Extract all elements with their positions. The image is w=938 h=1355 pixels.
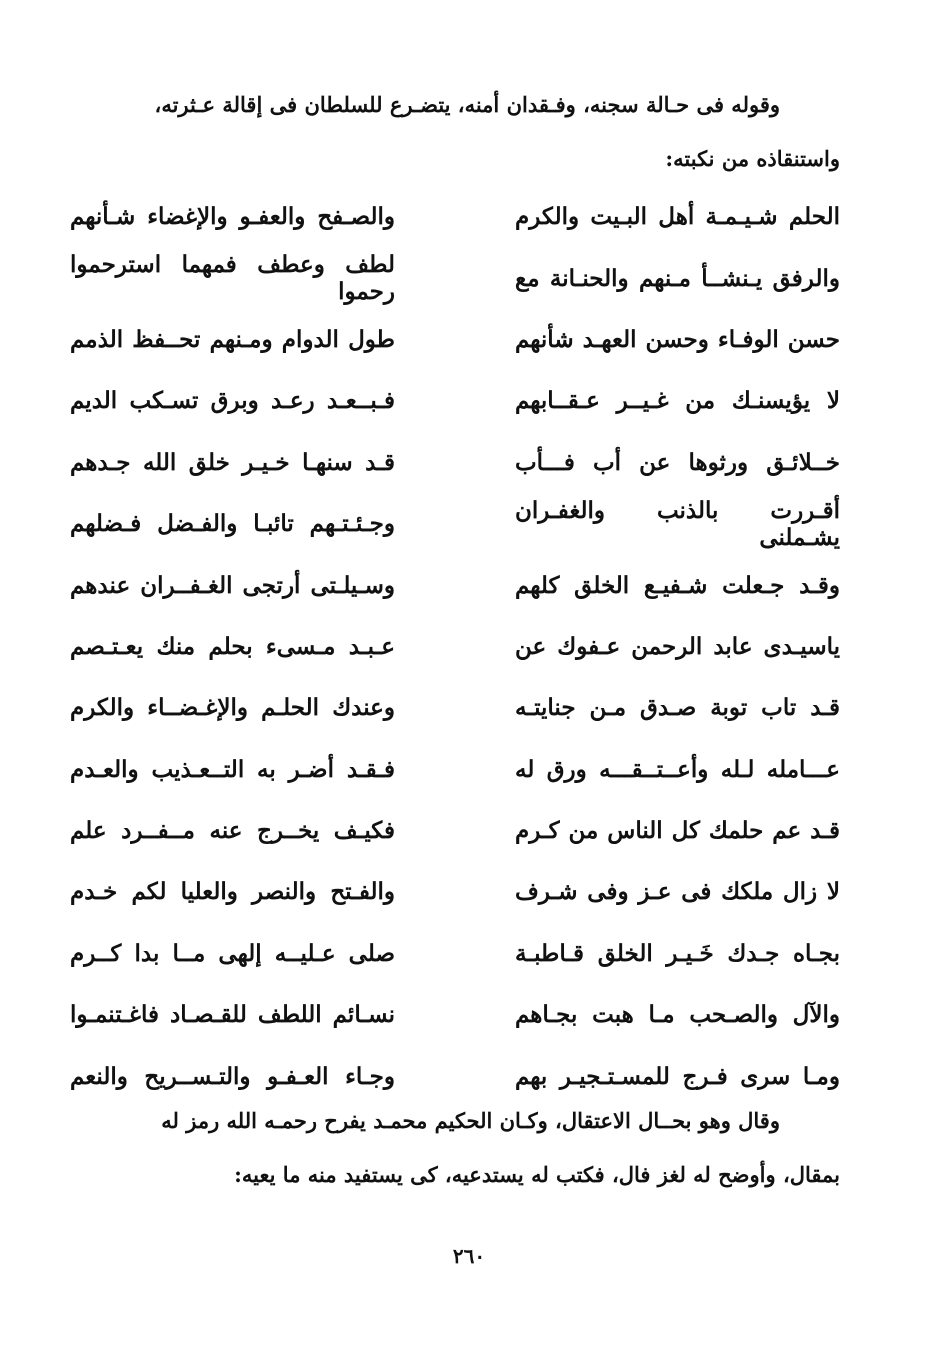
verse-second-hemistich: فكيـف يخــرج عنه مــفــرد علم bbox=[70, 817, 395, 845]
verse bbox=[70, 800, 840, 861]
verse-second-hemistich: وعندك الحلـم والإغـضــاء والكرم bbox=[70, 694, 395, 722]
verse-second-hemistich: وسـيلـتى أرتجى الغـفــران عندهم bbox=[70, 571, 395, 599]
verse bbox=[70, 677, 840, 738]
verse-first-hemistich: لا يؤيسنـك من غـيــر عـقــابهم bbox=[515, 387, 840, 415]
intro-paragraph bbox=[70, 78, 840, 186]
verse-second-hemistich: فـبــعـد رعـد وبرق تسـكب الديم bbox=[70, 387, 395, 415]
verse bbox=[70, 861, 840, 922]
verse-first-hemistich: قـد تاب توبة صـدق مـن جنايتـه bbox=[515, 694, 840, 722]
verse-second-hemistich: صلى عـليــه إلهى مــا بدا كــرم bbox=[70, 939, 395, 967]
verse-second-hemistich: وجـئـتـهم تائبـا والفـضل فـضلهم bbox=[70, 510, 395, 538]
verse bbox=[70, 616, 840, 677]
verse-first-hemistich: والآل والصـحب مـا هبت بجـاهم bbox=[515, 1001, 840, 1029]
verse bbox=[70, 739, 840, 800]
verse-second-hemistich: فـقـد أضـر به التــعـذيب والعـدم bbox=[70, 755, 395, 783]
outro-line-1: وقال وهو بحــال الاعتقال، وكـان الحكيم محمـد يفرح رحمـه الله رمز له bbox=[161, 1108, 780, 1133]
verse bbox=[70, 247, 840, 308]
verse-first-hemistich: ياسيـدى عابد الرحمن عـفوك عن bbox=[515, 632, 840, 660]
verse-second-hemistich: طول الدوام ومـنهم تحــفظ الذمم bbox=[70, 325, 395, 353]
verse-first-hemistich: والرفق يـنشــأ مـنهم والحنـانة مع bbox=[515, 264, 840, 292]
verse-first-hemistich: قـد عم حلمك كل الناس من كـرم bbox=[515, 817, 840, 845]
verse-first-hemistich: لا زال ملكك فى عـز وفى شـرف bbox=[515, 878, 840, 906]
verse-first-hemistich: حسن الوفـاء وحسن العهـد شأنهم bbox=[515, 325, 840, 353]
page-number: ٢٦٠ bbox=[452, 1244, 486, 1268]
verse-second-hemistich: وجـاء العـفـو والتـســريح والنعم bbox=[70, 1062, 395, 1090]
verse bbox=[70, 493, 840, 554]
verse-first-hemistich: الحلم شـيـمـة أهل البـيت والكرم bbox=[515, 203, 840, 231]
verse bbox=[70, 432, 840, 493]
poem bbox=[70, 186, 840, 1107]
verse-first-hemistich: بجـاه جـدك خَـيـر الخلق قـاطبـة bbox=[515, 939, 840, 967]
outro-line-2: بمقال، وأوضح له لغز فال، فكتب له يستدعيه، كى يستفيد منه ما يعيه: bbox=[234, 1162, 840, 1187]
verse bbox=[70, 370, 840, 431]
outro-paragraph bbox=[70, 1094, 840, 1202]
verse-first-hemistich: وقـد جـعلت شـفيـع الخلق كلهم bbox=[515, 571, 840, 599]
verse bbox=[70, 923, 840, 984]
verse-second-hemistich: لطف وعطف فمهما استرحموا رحموا bbox=[70, 251, 395, 306]
verse-first-hemistich: عـــامله لـله وأعــتــقـــه ورق له bbox=[515, 755, 840, 783]
verse-first-hemistich: أقـررت بالذنب والغفـران يشـملنى bbox=[515, 496, 840, 551]
intro-line-1: وقوله فى حـالة سجنه، وفـقدان أمنه، يتضـرع للسلطان فى إقالة عـثرته، bbox=[154, 92, 780, 117]
verse-second-hemistich: قـد سنهـا خـيـر خلق الله جـدهم bbox=[70, 448, 395, 476]
verse bbox=[70, 554, 840, 615]
intro-line-2: واستنقاذه من نكبته: bbox=[665, 146, 840, 171]
verse bbox=[70, 309, 840, 370]
verse bbox=[70, 186, 840, 247]
verse bbox=[70, 984, 840, 1045]
verse-second-hemistich: والصـفح والعفـو والإغضاء شـأنهم bbox=[70, 203, 395, 231]
verse-second-hemistich: نسـائم اللطف للقـصـاد فاغـتنمـوا bbox=[70, 1001, 395, 1029]
verse-first-hemistich: خــلائـق ورثوها عن أب فـــأب bbox=[515, 448, 840, 476]
verse-first-hemistich: ومـا سرى فـرج للمسـتـجيـر بهم bbox=[515, 1062, 840, 1090]
verse-second-hemistich: عـبـد مـسىء بحلم منك يعـتـصم bbox=[70, 632, 395, 660]
verse-second-hemistich: والفـتح والنصر والعليا لكم خـدم bbox=[70, 878, 395, 906]
